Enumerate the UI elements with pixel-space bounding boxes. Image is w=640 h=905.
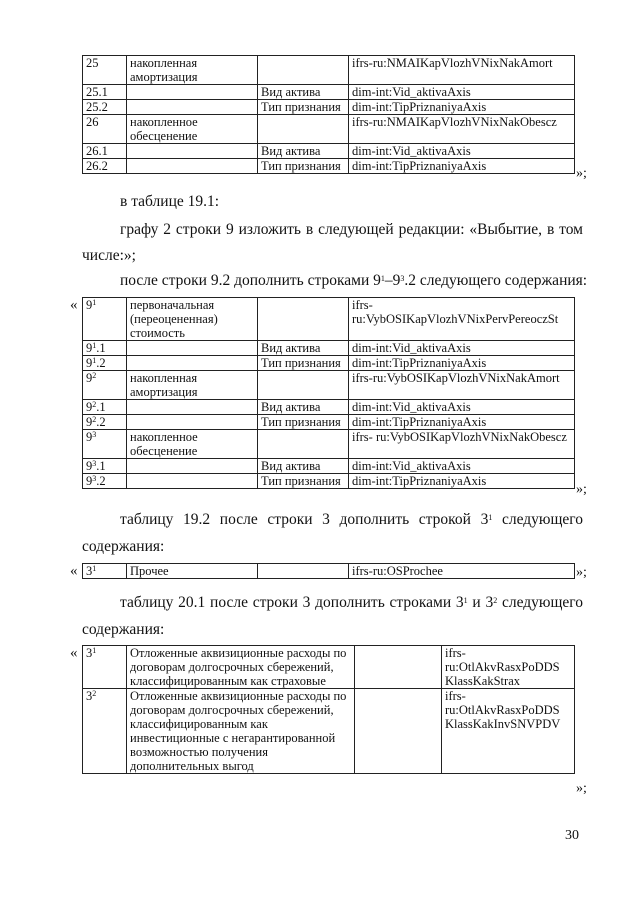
row-code: ifrs-ru:OSProchee	[349, 564, 575, 579]
row-type: Вид актива	[258, 144, 349, 159]
row-code: dim-int:Vid_aktivaAxis	[349, 341, 575, 356]
page-number: 30	[565, 828, 579, 843]
paragraph-after-row-9-2: после строки 9.2 дополнить строками $9^1-9^3.2$ следующего содержания:	[120, 272, 588, 289]
row-type	[258, 298, 349, 341]
row-code: dim-int:TipPriznaniyaAxis	[349, 415, 575, 430]
row-name	[127, 85, 258, 100]
closing-quote: »;	[576, 482, 587, 497]
paragraph-table-19-2-line1: таблицу 19.2 после строки 3 дополнить строкой $3^1$ следующего	[120, 511, 583, 528]
table-rows-25-26	[82, 55, 575, 174]
opening-quote: «	[70, 297, 78, 313]
paragraph-graph-2-line2: числе:»;	[82, 247, 136, 264]
table-row	[83, 100, 575, 115]
row-number: $9^3.2$	[83, 474, 127, 489]
row-type	[258, 564, 349, 579]
table-row	[83, 459, 575, 474]
opening-quote: «	[70, 645, 78, 661]
paragraph-table-20-1-line2: содержания:	[82, 621, 165, 638]
row-number: $3^1$	[83, 564, 127, 579]
row-code: dim-int:TipPriznaniyaAxis	[349, 159, 575, 174]
table-rows-3-1-3-2	[82, 645, 575, 774]
row-type	[258, 56, 349, 85]
row-code: dim-int:Vid_aktivaAxis	[349, 400, 575, 415]
table-rows-9-1-9-3	[82, 297, 575, 489]
row-code: dim-int:TipPriznaniyaAxis	[349, 100, 575, 115]
row-code: dim-int:TipPriznaniyaAxis	[349, 356, 575, 371]
table-row	[83, 56, 575, 85]
row-number: $9^1.1$	[83, 341, 127, 356]
row-number: 26.1	[83, 144, 127, 159]
row-number: $9^2.2$	[83, 415, 127, 430]
row-name	[127, 356, 258, 371]
closing-quote: »;	[576, 781, 587, 796]
row-number: $3^1$	[83, 646, 127, 689]
table-row	[83, 115, 575, 144]
row-type: Тип признания	[258, 356, 349, 371]
row-name	[127, 474, 258, 489]
row-number: $9^1$	[83, 298, 127, 341]
table-row	[83, 298, 575, 341]
table-row	[83, 159, 575, 174]
row-name: первоначальная (переоцененная) стоимость	[127, 298, 258, 341]
row-code: dim-int:TipPriznaniyaAxis	[349, 474, 575, 489]
row-type: Тип признания	[258, 415, 349, 430]
row-code: ifrs- ru:VybOSIKapVlozhVNixPervPereoczSt	[349, 298, 575, 341]
table-row	[83, 400, 575, 415]
table-row	[83, 430, 575, 459]
row-name	[127, 341, 258, 356]
row-name	[127, 159, 258, 174]
row-number: 25	[83, 56, 127, 85]
row-name: накопленная амортизация	[127, 371, 258, 400]
row-code: ifrs-ru:NMAIKapVlozhVNixNakObescz	[349, 115, 575, 144]
closing-quote: »;	[576, 565, 587, 580]
table-row	[83, 85, 575, 100]
row-code: dim-int:Vid_aktivaAxis	[349, 459, 575, 474]
paragraph-table-19-2-line2: содержания:	[82, 538, 165, 555]
row-type	[258, 430, 349, 459]
row-type: Тип признания	[258, 100, 349, 115]
table-row	[83, 144, 575, 159]
table-row	[83, 564, 575, 579]
row-code: ifrs-ru:VybOSIKapVlozhVNixNakAmort	[349, 371, 575, 400]
table-row-3-1	[82, 563, 575, 579]
row-code: ifrs- ru:VybOSIKapVlozhVNixNakObescz	[349, 430, 575, 459]
row-type	[355, 646, 442, 689]
table-row	[83, 356, 575, 371]
row-name: накопленная амортизация	[127, 56, 258, 85]
row-code: ifrs- ru:OtlAkvRasxPoDDS KlassKakStrax	[442, 646, 575, 689]
table-row	[83, 646, 575, 689]
row-number: 25.1	[83, 85, 127, 100]
row-number: 26	[83, 115, 127, 144]
row-type: Вид актива	[258, 400, 349, 415]
row-type: Тип признания	[258, 159, 349, 174]
row-name	[127, 459, 258, 474]
paragraph-table-19-1: в таблице 19.1:	[120, 193, 220, 210]
paragraph-graph-2-line1: графу 2 строки 9 изложить в следующей редакции: «Выбытие, в том	[120, 221, 583, 238]
row-type	[258, 371, 349, 400]
row-number: $9^3$	[83, 430, 127, 459]
row-code: ifrs- ru:OtlAkvRasxPoDDS KlassKakInvSNVPDV	[442, 689, 575, 774]
row-type: Тип признания	[258, 474, 349, 489]
row-name	[127, 144, 258, 159]
table-row	[83, 371, 575, 400]
table-row	[83, 689, 575, 774]
row-number: $9^2$	[83, 371, 127, 400]
row-name	[127, 100, 258, 115]
row-type: Вид актива	[258, 341, 349, 356]
closing-quote: »;	[576, 166, 587, 181]
row-type: Вид актива	[258, 85, 349, 100]
table-row	[83, 474, 575, 489]
table-row	[83, 415, 575, 430]
row-name: накопленное обесценение	[127, 115, 258, 144]
row-name	[127, 400, 258, 415]
row-type: Вид актива	[258, 459, 349, 474]
row-name: Отложенные аквизиционные расходы по договорам долгосрочных сбережений, классифицированным как инвестиционные с негарантированной возможностью получения дополнительных выгод	[127, 689, 355, 774]
row-type	[258, 115, 349, 144]
row-code: ifrs-ru:NMAIKapVlozhVNixNakAmort	[349, 56, 575, 85]
row-type	[355, 689, 442, 774]
row-name: Прочее	[127, 564, 258, 579]
row-number: 26.2	[83, 159, 127, 174]
row-number: 25.2	[83, 100, 127, 115]
row-number: $9^3.1$	[83, 459, 127, 474]
row-name: Отложенные аквизиционные расходы по договорам долгосрочных сбережений, классифицированным как страховые	[127, 646, 355, 689]
row-name	[127, 415, 258, 430]
row-number: $9^2.1$	[83, 400, 127, 415]
row-number: $9^1.2$	[83, 356, 127, 371]
row-number: $3^2$	[83, 689, 127, 774]
row-name: накопленное обесценение	[127, 430, 258, 459]
paragraph-table-20-1-line1: таблицу 20.1 после строки 3 дополнить строками $3^1$ и $3^2$ следующего	[120, 594, 583, 611]
row-code: dim-int:Vid_aktivaAxis	[349, 85, 575, 100]
opening-quote: «	[70, 563, 78, 579]
row-code: dim-int:Vid_aktivaAxis	[349, 144, 575, 159]
table-row	[83, 341, 575, 356]
